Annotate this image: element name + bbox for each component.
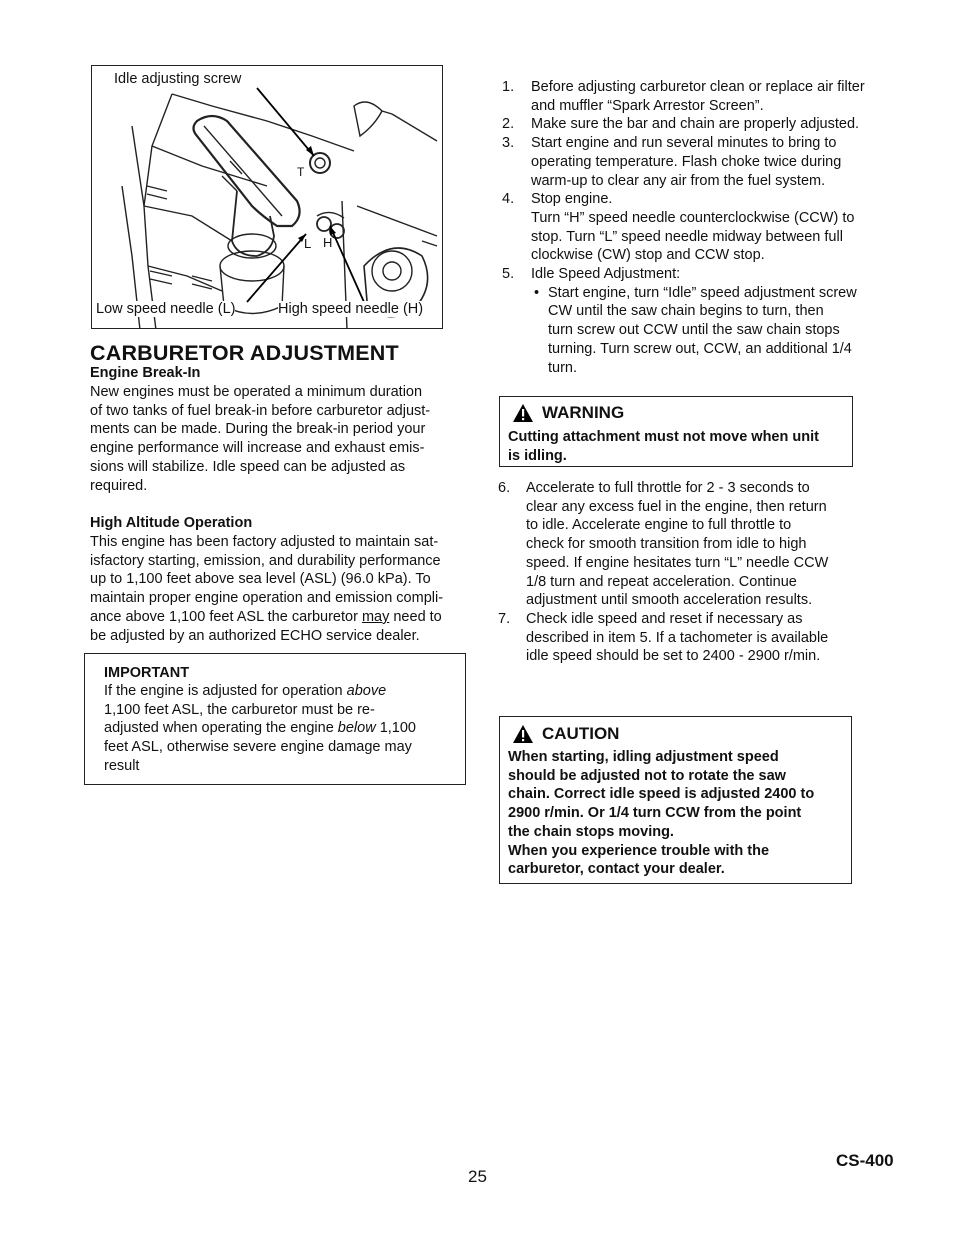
breakin-heading: Engine Break-In [90, 365, 201, 381]
text-line: the chain stops moving. [508, 823, 674, 840]
emphasis-above: above [346, 683, 387, 699]
list-item [502, 190, 902, 265]
item-line: idle speed should be set to 2400 - 2900 r/min. [526, 648, 821, 665]
text-line: engine performance will increase and exhaust emis- [90, 440, 425, 457]
list-item [502, 78, 902, 115]
item-line: adjustment until smooth acceleration results. [526, 592, 813, 609]
text-line [104, 719, 454, 738]
item-line: described in item 5. If a tachometer is available [526, 629, 829, 646]
text-line: sions will stabilize. Idle speed can be adjusted as [90, 458, 406, 475]
list-item [498, 479, 898, 610]
warning-heading: WARNING [542, 403, 625, 422]
item-line: CW until the saw chain begins to turn, then [548, 303, 824, 320]
item-number: 2. [502, 116, 515, 133]
text-line: feet ASL, otherwise severe engine damage may [104, 739, 412, 756]
mark-t: T [297, 165, 305, 179]
caution-box [499, 716, 852, 884]
item-line: Start engine, turn “Idle” speed adjustment screw [548, 284, 857, 301]
steps-list-top [502, 78, 902, 377]
text-line [90, 608, 480, 627]
item-number: 3. [502, 135, 515, 152]
carburetor-illustration [92, 66, 443, 329]
altitude-paragraph [90, 533, 480, 645]
caution-header [512, 724, 619, 744]
item-line: clear any excess fuel in the engine, then return [526, 498, 827, 515]
important-heading: IMPORTANT [104, 665, 190, 681]
text-line: When you experience trouble with the [508, 842, 770, 859]
text-segment: ance above 1,100 feet ASL the carburetor [90, 608, 362, 625]
high-needle-label: High speed needle (H) [278, 301, 424, 317]
item-line: Accelerate to full throttle for 2 - 3 seconds to [526, 480, 810, 496]
item-line: Turn “H” speed needle counterclockwise (CCW) to [531, 209, 855, 226]
item-line: Stop engine. [531, 191, 613, 208]
item-number: 1. [502, 79, 515, 95]
model-number: CS-400 [836, 1151, 894, 1170]
text-line: required. [90, 477, 148, 494]
caution-text [508, 748, 848, 879]
text-line: result [104, 757, 140, 774]
text-line: New engines must be operated a minimum duration [90, 384, 423, 400]
idle-screw-label: Idle adjusting screw [114, 71, 242, 87]
item-line: operating temperature. Flash choke twice during [531, 153, 842, 170]
text-line: This engine has been factory adjusted to maintain sat- [90, 534, 439, 550]
item-line: warm-up to clear any air from the fuel system. [531, 172, 826, 189]
text-line: maintain proper engine operation and emission compli- [90, 590, 444, 607]
text-line: 1,100 feet ASL, the carburetor must be re- [104, 701, 375, 718]
warning-box [499, 396, 853, 467]
mark-l: L [304, 236, 312, 251]
altitude-heading: High Altitude Operation [90, 515, 253, 531]
page-number: 25 [468, 1167, 487, 1186]
list-item [502, 265, 902, 284]
bullet-mark: • [534, 284, 540, 301]
text-line: chain. Correct idle speed is adjusted 2400 to [508, 786, 815, 803]
breakin-paragraph [90, 383, 480, 495]
text-line: of two tanks of fuel break-in before carburetor adjust- [90, 402, 431, 419]
text-line: up to 1,100 feet above sea level (ASL) (96.0 kPa). To [90, 571, 431, 588]
item-line: Idle Speed Adjustment: [531, 266, 681, 283]
text-segment: need to [389, 608, 442, 625]
text-line: 2900 r/min. Or 1/4 turn CCW from the point [508, 805, 802, 822]
item-line: 1/8 turn and repeat acceleration. Continue [526, 573, 797, 590]
caution-heading: CAUTION [542, 724, 620, 743]
item-number: 7. [498, 610, 511, 627]
item-line: turn screw out CCW until the saw chain stops [548, 322, 840, 339]
important-box [84, 653, 466, 785]
item-line: stop. Turn “L” speed needle midway between full [531, 228, 843, 245]
text-line: ments can be made. During the break-in period your [90, 421, 426, 438]
text-segment: If the engine is adjusted for operation [104, 683, 347, 699]
item-line: Start engine and run several minutes to bring to [531, 135, 837, 152]
steps-list-bottom [498, 479, 898, 666]
underlined-may: may [361, 608, 390, 625]
item-line: to idle. Accelerate engine to full throttle to [526, 517, 792, 534]
page-title: CARBURETOR ADJUSTMENT [90, 341, 399, 365]
list-item [498, 610, 898, 666]
item-line: clockwise (CW) stop and CCW stop. [531, 247, 765, 264]
low-needle-label: Low speed needle (L) [96, 301, 236, 317]
carburetor-figure [91, 65, 443, 329]
warning-text [508, 428, 848, 465]
item-line: turn. [548, 359, 578, 376]
item-line: check for smooth transition from idle to high [526, 536, 807, 553]
text-segment: 1,100 [375, 720, 417, 737]
list-item [502, 115, 902, 134]
item-line: speed. If engine hesitates turn “L” needle CCW [526, 554, 829, 571]
warning-triangle-icon [512, 724, 534, 744]
item-number: 4. [502, 191, 515, 208]
text-line [104, 682, 454, 701]
text-line: When starting, idling adjustment speed [508, 749, 779, 765]
important-text [104, 682, 454, 776]
item-line: Check idle speed and reset if necessary as [526, 610, 803, 627]
bullet-item [534, 284, 902, 378]
item-line: turning. Turn screw out, CCW, an additional 1/4 [548, 340, 852, 357]
list-item [502, 134, 902, 190]
text-line: isfactory starting, emission, and durability performance [90, 552, 441, 569]
warning-triangle-icon [512, 403, 534, 423]
item-number: 6. [498, 480, 511, 496]
item-line: Before adjusting carburetor clean or replace air filter [531, 79, 865, 95]
text-line: Cutting attachment must not move when unit [508, 429, 819, 445]
warning-header [512, 403, 624, 423]
mark-h: H [323, 235, 333, 250]
text-segment: adjusted when operating the engine [104, 720, 338, 737]
item-line: Make sure the bar and chain are properly adjusted. [531, 116, 860, 133]
text-line: be adjusted by an authorized ECHO service dealer. [90, 627, 420, 644]
item-number: 5. [502, 266, 515, 283]
item-line: and muffler “Spark Arrestor Screen”. [531, 97, 764, 114]
text-line: should be adjusted not to rotate the saw [508, 767, 786, 784]
emphasis-below: below [337, 720, 376, 737]
text-line: is idling. [508, 447, 567, 464]
text-line: carburetor, contact your dealer. [508, 861, 725, 878]
